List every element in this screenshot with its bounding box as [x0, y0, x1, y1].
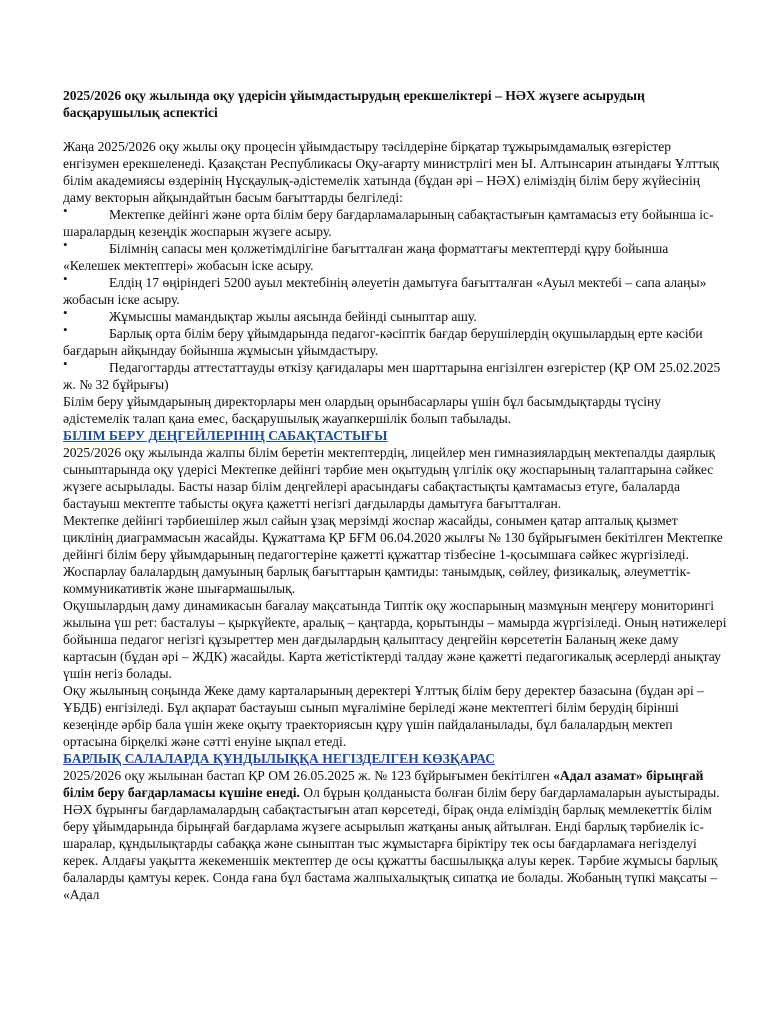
document-title: 2025/2026 оқу жылында оқу үдерісін ұйымдастырудың ерекшеліктері – НӘХ жүзеге асырудың басқарушылық аспектісі — [63, 88, 645, 120]
bullet-icon: • — [63, 305, 68, 320]
section1-paragraph-1: 2025/2026 оқу жылында жалпы білім беретін мектептердің, лицейлер мен гимназиялардың мектепалды даярлық сыныптарында оқу үдерісі Мектепке дейінгі тәрбие мен оқытудың үлгілік оқу жоспарының талаптарына сәйкес жүзеге асырылады. Басты назар білім деңгейлері арасындағы сабақтастықты қамтамасыз етуге, балаларда бастауыш мектепте табысты оқуға қажетті негізгі дағдыларды дамытуға бағытталған. — [63, 445, 716, 511]
list-item: • Барлық орта білім беру ұйымдарында педагог-кәсіптік бағдар берушілердің оқушылардың ерте кәсіби бағдарын айқындау бойынша жұмысын ұйымдастыру. — [63, 322, 703, 358]
bullet-icon: • — [63, 356, 68, 371]
bullet-icon: • — [63, 271, 68, 286]
section1-paragraph-4: Оқу жылының соңында Жеке даму карталарының деректері Ұлттық білім беру деректер базасына (бұдан әрі – ҰБДБ) енгізіледі. Бұл ақпарат бастауыш сынып мұғаліміне беріледі және мектептегі білім берудің бірінші кезеңінде әрбір бала үшін жеке оқыту траекториясын құру үшін пайдаланылады, бұл балалардың мектеп ортасына бірқелкі және сәтті енуіне ықпал етеді. — [63, 683, 704, 749]
intro-paragraph: Жаңа 2025/2026 оқу жылы оқу процесін ұйымдастыру тәсілдеріне бірқатар тұжырымдамалық өзгерістер енгізумен ерекшеленеді. Қазақстан Республикасы Оқу-ағарту министрлігі мен Ы. Алтынсарин атындағы Ұлттық білім академиясы өздерінің Нұсқаулық-әдістемелік хатында (бұдан әрі – НӘХ) еліміздің білім беру жүйесінің даму векторын айқындайтын басым бағыттарды белгіледі: — [63, 139, 719, 205]
section2-paragraph-2: НӘХ бұрынғы бағдарламалардың сабақтастығын атап көрсетеді, бірақ онда еліміздің барлық мемлекеттік білім беру ұйымдарында бірыңғай бағдарлама жүзеге асырылып жатқаны анық айтылған. Енді барлық тәрбиелік іс-шаралар, құндылықтарды сабаққа және сыныптан тыс жұмыстарға біріктіру тек осы бағдарламаға негізделуі керек. Алдағы уақытта жекеменшік мектептер де осы құжатты басшылыққа алуы керек. Тәрбие жұмысы барлық балаларды қамтуы керек. Сонда ғана бұл бастама жалпыхалықтық сипатқа ие болады. Жобаның түпкі мақсаты – «Адал — [63, 802, 718, 902]
section-heading-continuity: БІЛІМ БЕРУ ДЕҢГЕЙЛЕРІНІҢ САБАҚТАСТЫҒЫ — [63, 428, 388, 443]
section-heading-values: БАРЛЫҚ САЛАЛАРДА ҚҰНДЫЛЫҚҚА НЕГІЗДЕЛГЕН КӨЗҚАРАС — [63, 751, 496, 766]
list-item: • Елдің 17 өңіріндегі 5200 ауыл мектебінің әлеуетін дамытуға бағытталған «Ауыл мектебі – сапа алаңы» жобасын іске асыру. — [63, 271, 707, 307]
bullet-icon: • — [63, 237, 68, 252]
after-list-paragraph: Білім беру ұйымдарының директорлары мен олардың орынбасарлары үшін бұл басымдықтарды түсіну әдістемелік талап қана емес, басқарушылық жауапкершілік болып табылады. — [63, 394, 662, 426]
list-item: • Білімнің сапасы мен қолжетімділігіне бағытталған жаңа форматтағы мектептерді құру бойынша «Келешек мектептері» жобасын іске асыру. — [63, 237, 669, 273]
priority-list — [63, 203, 729, 393]
list-item: • Педагогтарды аттестаттауды өткізу қағидалары мен шарттарына енгізілген өзгерістер (ҚР ОМ 25.02.2025 ж. № 32 бұйрығы) — [63, 356, 721, 392]
program-name-bold: «Адал азамат» бірыңғай білім беру бағдарламасы күшіне енеді. — [63, 768, 704, 800]
bullet-icon: • — [63, 203, 68, 218]
list-item: • Мектепке дейінгі және орта білім беру бағдарламаларының сабақтастығын қамтамасыз ету бойынша іс-шаралардың кезеңдік жоспарын жүзеге асыру. — [63, 203, 714, 239]
document-page — [63, 87, 729, 903]
section2-paragraph-1: 2025/2026 оқу жылынан бастап ҚР ОМ 26.05.2025 ж. № 123 бұйрығымен бекітілген «Адал азамат» бірыңғай білім беру бағдарламасы күшіне енеді. Ол бұрын қолданыста болған білім беру бағдарламаларын ауыстырады. — [63, 768, 720, 800]
bullet-icon: • — [63, 322, 68, 337]
section1-paragraph-2: Мектепке дейінгі тәрбиешілер жыл сайын ұзақ мерзімді жоспар жасайды, сонымен қатар апталық қызмет циклінің диаграммасын жасайды. Құжаттама ҚР БҒМ 06.04.2020 жылғы № 130 бұйрығымен бекітілген Мектепке дейінгі білім беру ұйымдарының педагогтеріне қажетті құжаттар тізбесіне 1-қосымшаға сәйкес жүргізіледі. Жоспарлау балалардың дамуының барлық бағыттарын қамтиды: танымдық, сөйлеу, физикалық, әлеуметтік-коммуникативтік және шығармашылық. — [63, 513, 723, 596]
list-item: • Жұмысшы мамандықтар жылы аясында бейінді сыныптар ашу. — [63, 305, 477, 324]
section1-paragraph-3: Оқушылардың даму динамикасын бағалау мақсатында Типтік оқу жоспарының мазмұнын меңгеру мониторингі жылына үш рет: басталуы – қыркүйекте, аралық – қаңтарда, қорытынды – мамырда жүргізіледі. Оның нәтижелері бойынша педагог негізгі құзыреттер мен дағдылардың қалыптасу деңгейін көрсететін Баланың жеке даму картасын (бұдан әрі – ЖДК) жасайды. Карта жетістіктерді талдау және қажетті педагогикалық әсерлерді анықтау үшін негіз болады. — [63, 598, 727, 681]
